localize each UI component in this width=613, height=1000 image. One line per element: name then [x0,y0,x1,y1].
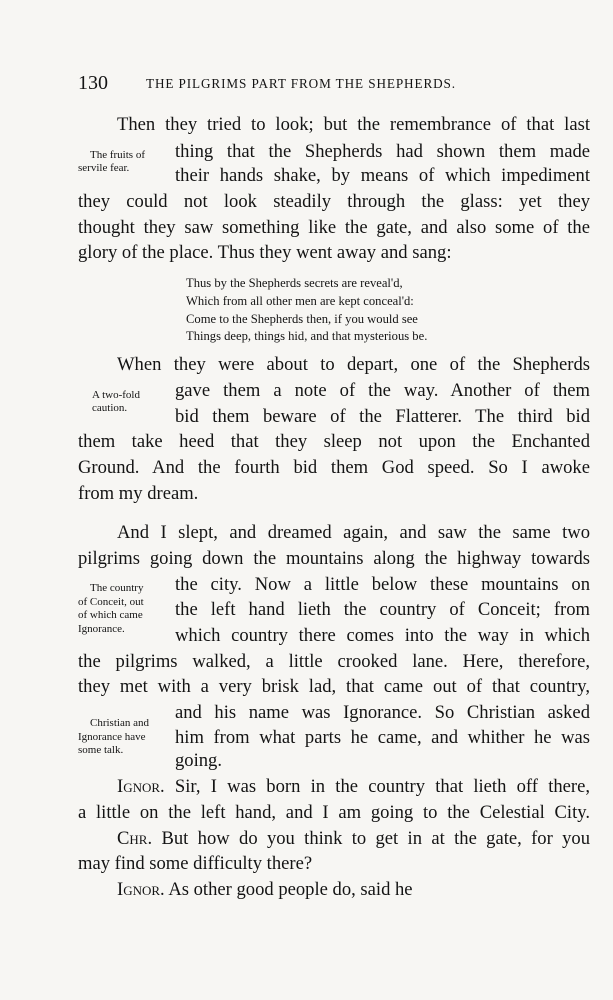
text-line: the city. Now a little below these mountains on [175,574,590,595]
margin-note: Ignorance. [78,623,125,635]
margin-note: Ignorance have [78,731,146,743]
text-line: glory of the place. Thus they went away and sang: [78,242,452,263]
text-line: thing that the Shepherds had shown them made [175,141,590,162]
text-line: the pilgrims walked, a little crooked lane. Here, therefore, [78,651,590,672]
text-line: going. [175,750,223,771]
margin-note: caution. [92,402,128,414]
verse-line: Thus by the Shepherds secrets are reveal'd, [186,276,403,290]
text-line: from my dream. [78,483,199,504]
text-line: they could not look steadily through the glass: yet they [78,191,590,212]
text-line: bid them beware of the Flatterer. The third bid [175,406,590,427]
verse-line: Which from all other men are kept conceal'd: [186,294,414,308]
text-line: they met with a very brisk lad, that came out of that country, [78,676,590,697]
margin-note: The country [90,582,144,594]
text-line: and his name was Ignorance. So Christian asked [175,702,590,723]
margin-note: servile fear. [78,162,130,174]
text-line: Ground. And the fourth bid them God speed. So I awoke [78,457,590,478]
margin-note: of which came [78,609,143,621]
text-line: which country there comes into the way in which [175,625,590,646]
verse-line: Come to the Shepherds then, if you would see [186,312,418,326]
dialogue-line [117,878,590,902]
speaker-label: Ignor. [117,776,165,797]
margin-note: some talk. [78,744,124,756]
margin-note: A two-fold [92,389,140,401]
margin-note: of Conceit, out [78,596,144,608]
text-line: them take heed that they sleep not upon the Enchanted [78,431,590,452]
dialogue-line [117,827,590,851]
text-line: When they were about to depart, one of the Shepherds [117,354,590,375]
text-line: may find some difficulty there? [78,853,313,874]
dialogue-text: Sir, I was born in the country that lieth off there, [174,776,590,797]
page-header [78,72,590,98]
text-line: thought they saw something like the gate, and also some of the [78,217,590,238]
speaker-label: Ignor. [117,879,165,900]
page-number: 130 [78,72,108,94]
text-line: their hands shake, by means of which impediment [175,165,590,186]
text-line: a little on the left hand, and I am going to the Celestial City. [78,802,590,823]
running-title: THE PILGRIMS PART FROM THE SHEPHERDS. [146,76,456,91]
dialogue-line [117,775,590,799]
text-line: him from what parts he came, and whither he was [175,727,590,748]
dialogue-text: But how do you think to get in at the gate, for you [161,828,590,849]
speaker-label: Chr. [117,828,153,849]
text-line: And I slept, and dreamed again, and saw the same two [117,522,590,543]
text-line: gave them a note of the way. Another of them [175,380,590,401]
text-line: pilgrims going down the mountains along the highway towards [78,548,590,569]
text-line: Then they tried to look; but the remembrance of that last [117,114,590,135]
verse-line: Things deep, things hid, and that mysterious be. [186,329,428,343]
margin-note: The fruits of [90,149,145,161]
margin-note: Christian and [90,717,149,729]
dialogue-text: As other good people do, said he [168,879,413,900]
text-line: the left hand lieth the country of Conceit; from [175,599,590,620]
